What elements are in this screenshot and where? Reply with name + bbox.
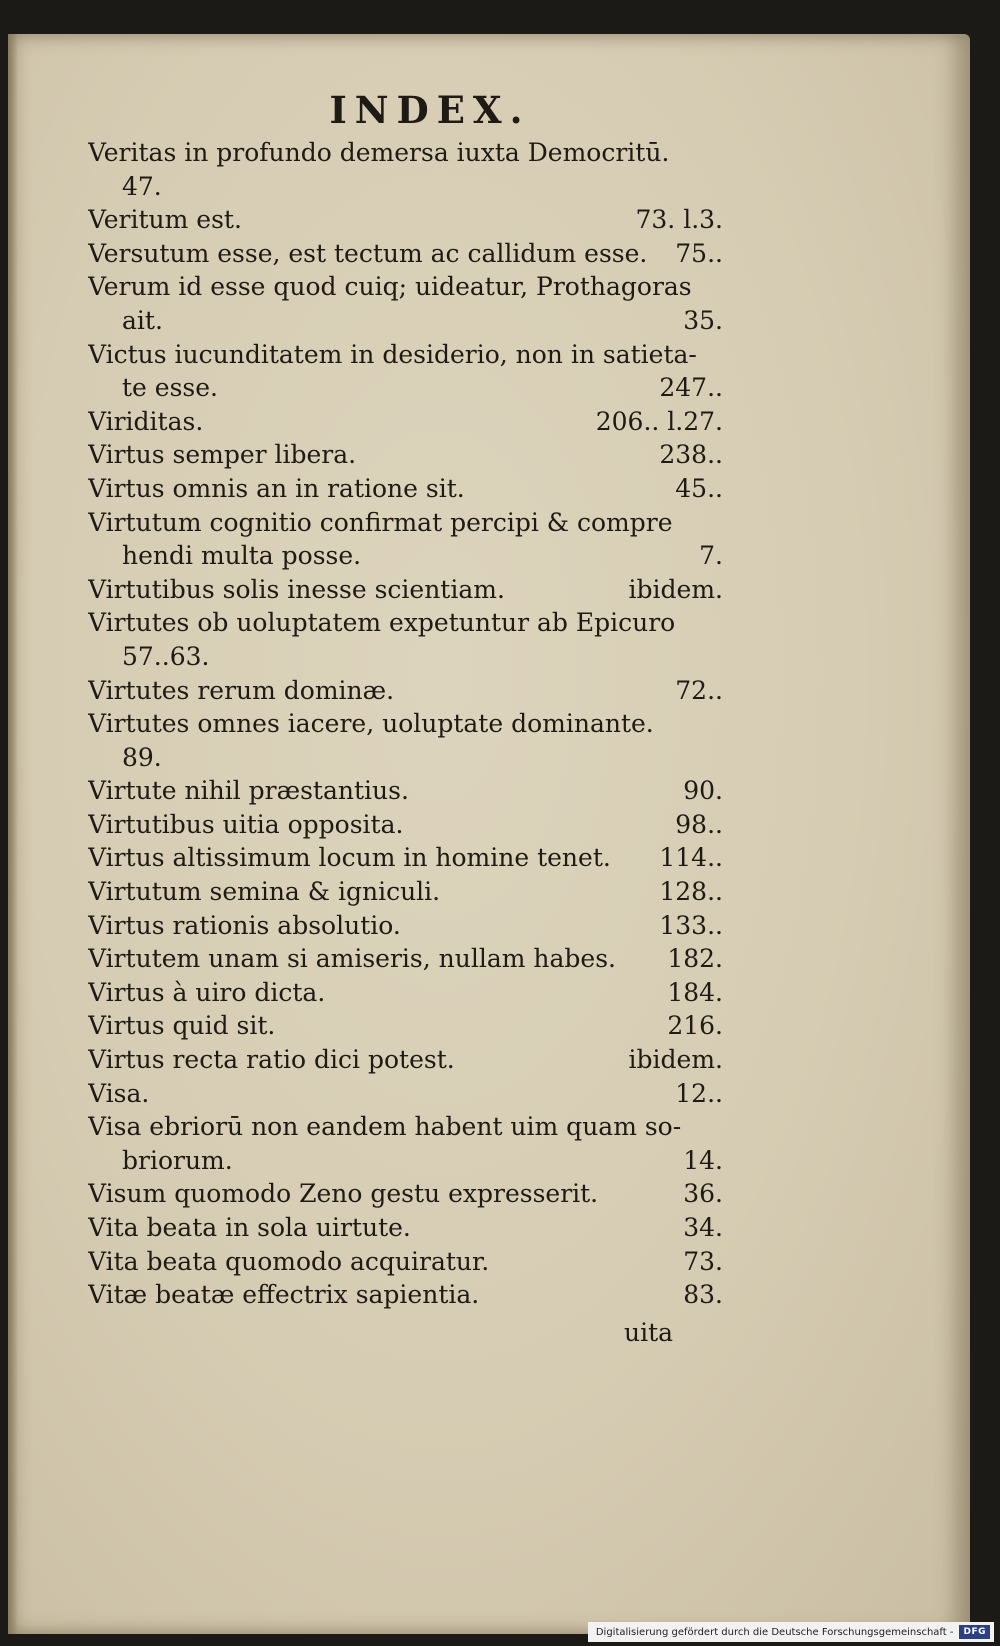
- entry-text: Veritum est.: [88, 205, 242, 235]
- entry-page-ref: 14.: [683, 1145, 723, 1175]
- index-entry: [88, 136, 723, 203]
- entry-text: Virtus rationis absolutio.: [88, 910, 401, 940]
- entry-text: Virtus altissimum locum in homine tenet.: [88, 843, 611, 873]
- digitization-credit: [588, 1622, 994, 1642]
- page-gutter: [8, 34, 18, 1634]
- index-entries: [88, 136, 723, 1312]
- index-entry: [88, 875, 723, 909]
- entry-text: Virtute nihil præstantius.: [88, 776, 409, 806]
- entry-continuation: 57..63.: [122, 641, 210, 671]
- entry-page-ref: 247..: [659, 373, 723, 403]
- entry-text: Virtus recta ratio dici potest.: [88, 1045, 455, 1075]
- entry-continuation: 47.: [122, 171, 162, 201]
- entry-text: Vita beata quomodo acquiratur.: [88, 1246, 490, 1276]
- index-entry: [88, 338, 723, 405]
- index-entry: [88, 1177, 723, 1211]
- entry-text: Verum id esse quod cuiq; uideatur, Prothagoras: [88, 272, 692, 302]
- index-entry: [88, 573, 723, 607]
- entry-text: Virtutum cognitio confirmat percipi & compre: [88, 507, 673, 537]
- index-entry: [88, 405, 723, 439]
- entry-continuation: 89.: [122, 742, 162, 772]
- index-entry: [88, 707, 723, 774]
- index-entry: [88, 237, 723, 271]
- entry-text: Virtus omnis an in ratione sit.: [88, 473, 465, 503]
- entry-text: Vita beata in sola uirtute.: [88, 1213, 411, 1242]
- entry-continuation: hendi multa posse.: [122, 541, 362, 571]
- entry-text: Veritas in profundo demersa iuxta Democritū.: [88, 138, 670, 167]
- entry-page-ref: 35.: [683, 305, 723, 335]
- entry-text: Versutum esse, est tectum ac callidum esse.: [88, 238, 648, 268]
- index-entry: [88, 1110, 723, 1177]
- entry-page-ref: 45..: [675, 473, 723, 503]
- entry-page-ref: 184.: [667, 977, 723, 1007]
- entry-page-ref: 73. l.3.: [635, 205, 723, 235]
- entry-page-ref: 12..: [675, 1078, 723, 1108]
- entry-page-ref: 36.: [683, 1179, 723, 1209]
- entry-text: Virtutes ob uoluptatem expetuntur ab Epicuro: [88, 608, 676, 638]
- index-entry: [88, 774, 723, 808]
- entry-text: Virtus quid sit.: [88, 1011, 276, 1041]
- entry-page-ref: 114..: [659, 843, 723, 873]
- entry-text: Virtutibus solis inesse scientiam.: [88, 574, 505, 604]
- entry-page-ref: 216.: [667, 1011, 723, 1041]
- index-entry: [88, 1211, 723, 1245]
- index-entry: [88, 1278, 723, 1312]
- entry-page-ref: 72..: [675, 675, 723, 705]
- entry-text: Vitæ beatæ effectrix sapientia.: [88, 1280, 480, 1310]
- entry-page-ref: 206.. l.27.: [595, 406, 723, 436]
- index-entry: [88, 674, 723, 708]
- index-entry: [88, 606, 723, 673]
- entry-page-ref: 128..: [659, 877, 723, 907]
- entry-text: Virtus semper libera.: [88, 440, 357, 470]
- entry-continuation: te esse.: [122, 373, 218, 403]
- entry-continuation: briorum.: [122, 1145, 233, 1175]
- index-entry: [88, 472, 723, 506]
- entry-text: Virtutes rerum dominæ.: [88, 675, 395, 705]
- entry-page-ref: 7.: [699, 541, 723, 571]
- entry-page-ref: 238..: [659, 440, 723, 470]
- entry-page-ref: 75..: [675, 238, 723, 268]
- entry-page-ref: 83.: [683, 1280, 723, 1310]
- index-entry: [88, 1245, 723, 1279]
- index-entry: [88, 942, 723, 976]
- index-entry: [88, 270, 723, 337]
- credit-text: Digitalisierung gefördert durch die Deutsche Forschungsgemeinschaft -: [595, 1626, 954, 1638]
- catchword: uita: [624, 1318, 674, 1347]
- entry-text: Viriditas.: [88, 406, 204, 436]
- entry-page-ref: 133..: [659, 910, 723, 940]
- entry-page-ref: 182.: [667, 944, 723, 974]
- entry-text: Visa.: [88, 1078, 150, 1108]
- index-entry: [88, 909, 723, 943]
- index-entry: [88, 1009, 723, 1043]
- index-entry: [88, 841, 723, 875]
- entry-page-ref: ibidem.: [628, 574, 723, 604]
- entry-text: Victus iucunditatem in desiderio, non in satieta-: [88, 339, 697, 369]
- entry-text: Visum quomodo Zeno gestu expresserit.: [88, 1179, 599, 1209]
- entry-text: Virtutum semina & igniculi.: [88, 877, 441, 907]
- index-entry: [88, 1043, 723, 1077]
- dfg-logo: DFG: [959, 1625, 990, 1639]
- index-entry: [88, 506, 723, 573]
- entry-page-ref: 98..: [675, 809, 723, 839]
- entry-page-ref: 90.: [683, 776, 723, 806]
- entry-text: Virtutem unam si amiseris, nullam habes.: [88, 944, 616, 974]
- index-entry: [88, 808, 723, 842]
- entry-text: Virtus à uiro dicta.: [88, 977, 326, 1007]
- entry-page-ref: 34.: [683, 1213, 723, 1242]
- entry-continuation: ait.: [122, 305, 163, 335]
- entry-page-ref: 73.: [683, 1246, 723, 1276]
- entry-text: Virtutibus uitia opposita.: [88, 809, 404, 839]
- index-entry: [88, 976, 723, 1010]
- index-entry: [88, 203, 723, 237]
- index-entry: [88, 1077, 723, 1111]
- index-entry: [88, 438, 723, 472]
- entry-text: Virtutes omnes iacere, uoluptate dominante.: [88, 709, 654, 739]
- entry-page-ref: ibidem.: [628, 1045, 723, 1075]
- entry-text: Visa ebriorū non eandem habent uim quam so-: [88, 1112, 682, 1142]
- page-heading: INDEX.: [329, 88, 531, 132]
